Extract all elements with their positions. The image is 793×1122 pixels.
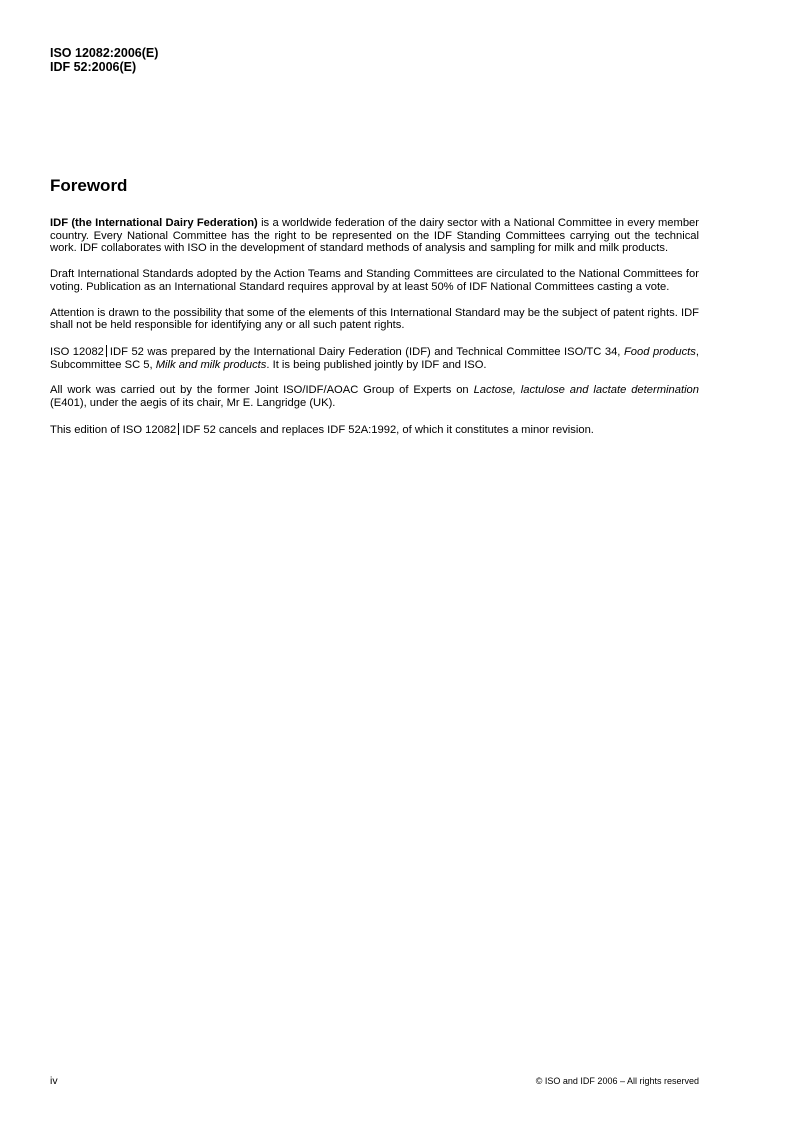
italic-group-topic: Lactose, lactulose and lactate determination [473,384,700,397]
page-title: Foreword [50,176,128,195]
italic-subcommittee-name: Milk and milk products [155,358,267,371]
foreword-body [50,217,699,449]
text-segment: This edition of ISO 12082 [50,423,177,436]
paragraph-experts [50,384,699,409]
text-segment: IDF 52 cancels and replaces IDF 52A:1992, of which it constitutes a minor revision. [182,423,594,436]
page-number: iv [50,1075,58,1087]
idf-name-bold: IDF (the International Dairy Federation) [50,217,258,229]
paragraph-idf-intro-text: is a worldwide federation of the dairy sector with a National Committee in every member country. Every National Committee has the right to be represented on the IDF Standing Committees carrying out the technical work. IDF collaborates with ISO in the development of standard methods of analysis and sampling for milk and milk products. [50,217,699,255]
copyright-notice: © ISO and IDF 2006 – All rights reserved [535,1076,699,1086]
paragraph-preparation [50,345,699,371]
text-segment: , Subcommittee SC 5, [50,345,699,371]
header-idf-number: IDF 52:2006(E) [50,60,137,74]
header-iso-number: ISO 12082:2006(E) [50,46,159,60]
text-segment: (E401), under the aegis of its chair, Mr E. Langridge (UK). [50,397,336,410]
paragraph-patent-rights: Attention is drawn to the possibility that some of the elements of this International Standard may be the subject of patent rights. IDF shall not be held responsible for identifying any or all such patent rights. [50,306,699,332]
paragraph-idf-intro [50,217,699,255]
paragraph-voting: Draft International Standards adopted by the Action Teams and Standing Committees are circulated to the National Committees for voting. Publication as an International Standard requires approval by at least 50% of IDF National Committees casting a vote. [50,268,699,293]
italic-committee-name: Food products [623,345,696,358]
document-header [50,46,158,74]
text-segment: All work was carried out by the former Joint ISO/IDF/AOAC Group of Experts on [50,384,474,397]
text-segment: ISO 12082 [50,345,104,358]
paragraph-edition [50,423,699,437]
vertical-separator [106,345,107,357]
vertical-separator [178,423,179,435]
text-segment: . It is being published jointly by IDF and ISO. [266,358,487,371]
text-segment: IDF 52 was prepared by the International Dairy Federation (IDF) and Technical Committee ISO/TC 34, [109,345,624,358]
